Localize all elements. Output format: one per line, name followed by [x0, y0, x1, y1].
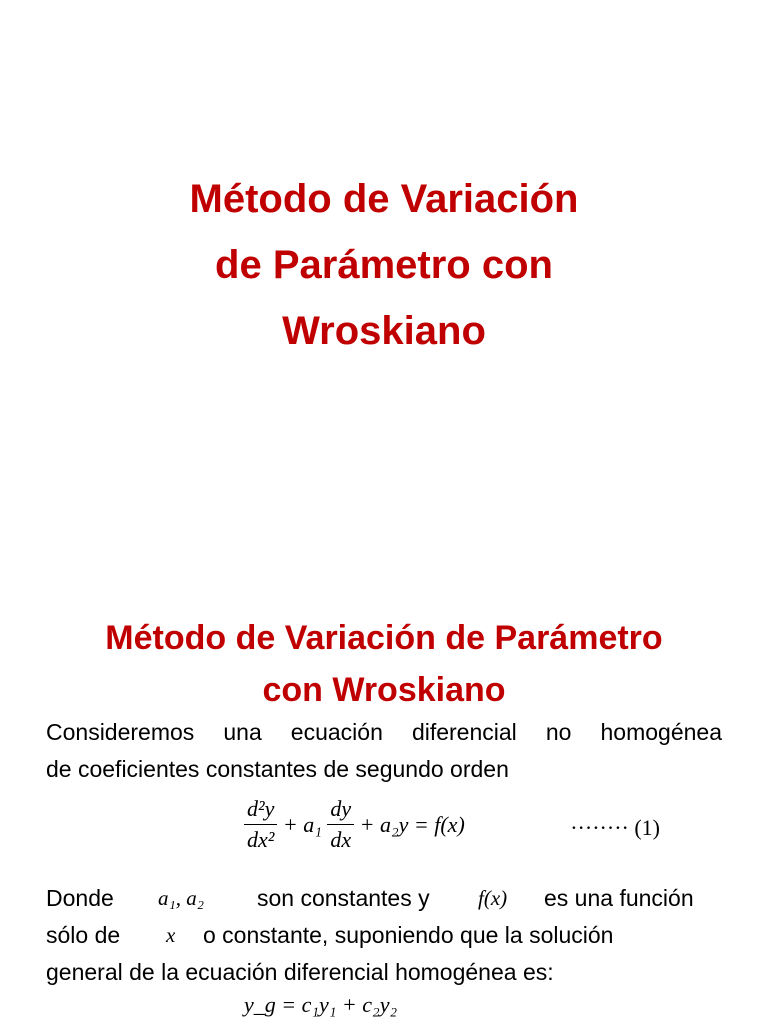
description-line-2 — [46, 917, 722, 954]
text-son-constantes: son constantes y — [257, 885, 430, 911]
title-line-2: de Parámetro con — [215, 243, 553, 287]
text-o-constante: o constante, suponiendo que la solución — [203, 922, 614, 948]
slide-1-title — [0, 166, 768, 364]
fraction-denominator: dx — [330, 827, 352, 852]
equation-2-text: y_g = c₁y₁ + c₂y₂ — [244, 992, 398, 1017]
intro-line-1: Consideremos una ecuación diferencial no homogénea — [46, 719, 722, 745]
slide-2-title — [0, 612, 768, 716]
word-donde: Donde — [46, 885, 114, 911]
equation-rhs: + a₂y = f(x) — [359, 811, 465, 837]
description-paragraph — [46, 880, 722, 991]
text-solo-de: sólo de — [46, 922, 121, 948]
fraction-dy-dx — [327, 794, 354, 855]
title-line-3: Wroskiano — [282, 309, 486, 353]
equation-term-a1: + a₁ — [282, 811, 322, 837]
equation-1 — [244, 794, 674, 864]
fraction-denominator: dx² — [247, 827, 275, 852]
description-line-3 — [46, 954, 722, 991]
fraction-d2y-dx2 — [244, 794, 277, 855]
title-line-2: con Wroskiano — [262, 671, 506, 709]
fraction-numerator: d²y — [244, 794, 277, 825]
description-line-1 — [46, 880, 722, 917]
text-general-solution: general de la ecuación diferencial homogénea es: — [46, 959, 554, 985]
title-line-1: Método de Variación — [189, 177, 579, 221]
intro-paragraph — [46, 714, 722, 788]
equation-general-solution — [244, 992, 397, 1018]
equation-number: ········ (1) — [570, 815, 660, 840]
intro-line-2: de coeficientes constantes de segundo orden — [46, 756, 509, 782]
text-es-una-funcion: es una función — [544, 885, 694, 911]
slide-2 — [0, 590, 768, 1024]
math-fx: f(x) — [478, 886, 508, 910]
title-line-1: Método de Variación de Parámetro — [105, 619, 663, 657]
fraction-numerator: dy — [327, 794, 354, 825]
math-x: x — [166, 923, 176, 947]
math-coefficients: a₁, a₂ — [158, 886, 205, 910]
